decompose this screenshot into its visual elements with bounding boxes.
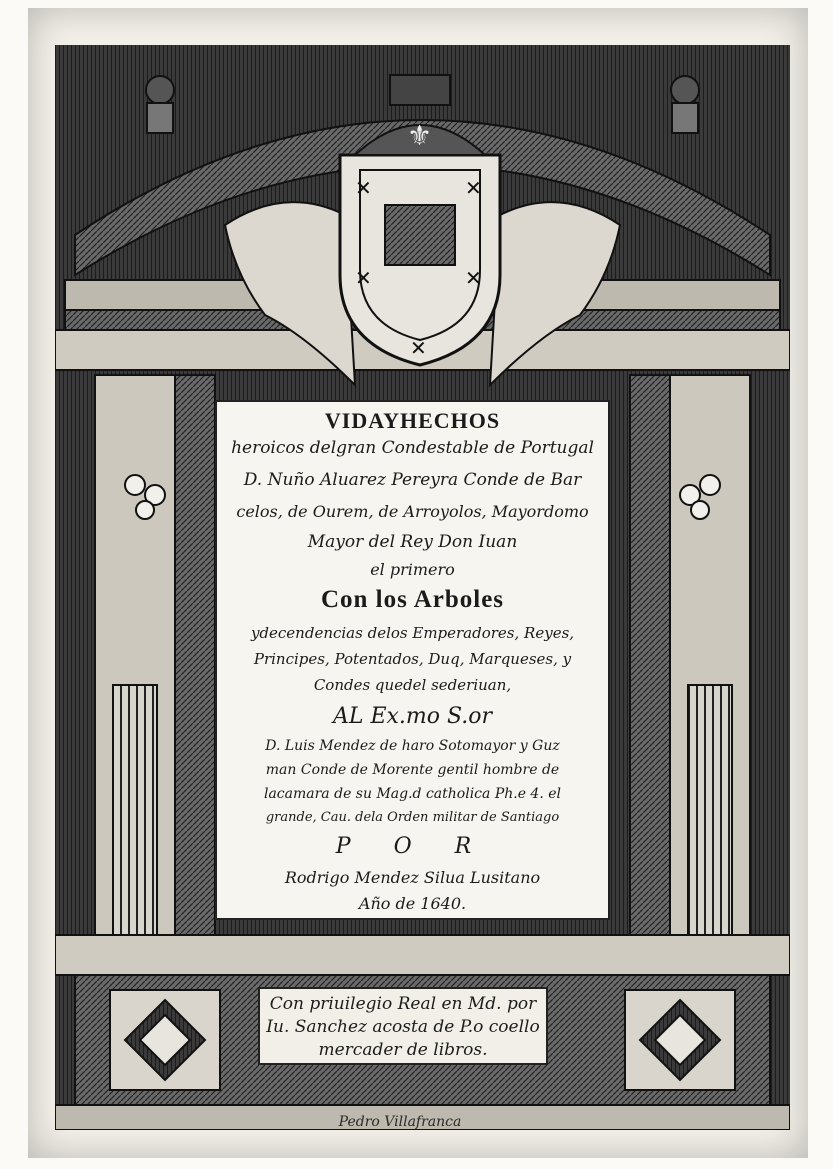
title-line-13: man Conde de Morente gentil hombre de [265, 762, 560, 778]
title-line-8: ydecendencias delos Emperadores, Reyes, [250, 624, 575, 642]
imprint-line-1: Con priuilegio Real en Md. por [269, 994, 537, 1014]
title-cartouche [215, 400, 610, 920]
title-line-11: AL Ex.mo S.or [332, 704, 493, 729]
title-line-3: D. Nuño Aluarez Pereyra Conde de Bar [243, 470, 582, 490]
imprint-line-2: Iu. Sanchez acosta de P.o coello [266, 1017, 540, 1037]
svg-text:✕: ✕ [355, 266, 372, 290]
title-line-14: lacamara de su Mag.d catholica Ph.e 4. el [263, 786, 562, 802]
svg-text:✕: ✕ [355, 176, 372, 200]
title-line-1: VIDAYHECHOS [324, 408, 501, 433]
title-line-7: Con los Arboles [320, 586, 505, 613]
engraver-signature: Pedro Villafranca [338, 1114, 462, 1130]
title-line-18: Año de 1640. [358, 894, 467, 913]
title-line-9: Principes, Potentados, Duq, Marqueses, y [253, 650, 572, 668]
title-line-17: Rodrigo Mendez Silua Lusitano [284, 868, 541, 887]
svg-text:⚜: ⚜ [407, 119, 433, 152]
title-line-2: heroicos delgran Condestable de Portugal [231, 438, 594, 458]
imprint-line-3: mercader de libros. [318, 1040, 488, 1060]
svg-text:✕: ✕ [410, 336, 427, 360]
title-line-6: el primero [370, 560, 455, 579]
title-line-5: Mayor del Rey Don Iuan [307, 532, 518, 552]
imprint-panel [258, 987, 548, 1065]
title-line-15: grande, Cau. dela Orden militar de Santiago [265, 810, 560, 825]
svg-text:✕: ✕ [465, 176, 482, 200]
title-line-12: D. Luis Mendez de haro Sotomayor y Guz [265, 738, 560, 754]
title-line-16: P O R [335, 834, 490, 859]
svg-text:✕: ✕ [465, 266, 482, 290]
title-line-10: Condes quedel sederiuan, [313, 676, 512, 694]
title-line-4: celos, de Ourem, de Arroyolos, Mayordomo [236, 502, 589, 521]
